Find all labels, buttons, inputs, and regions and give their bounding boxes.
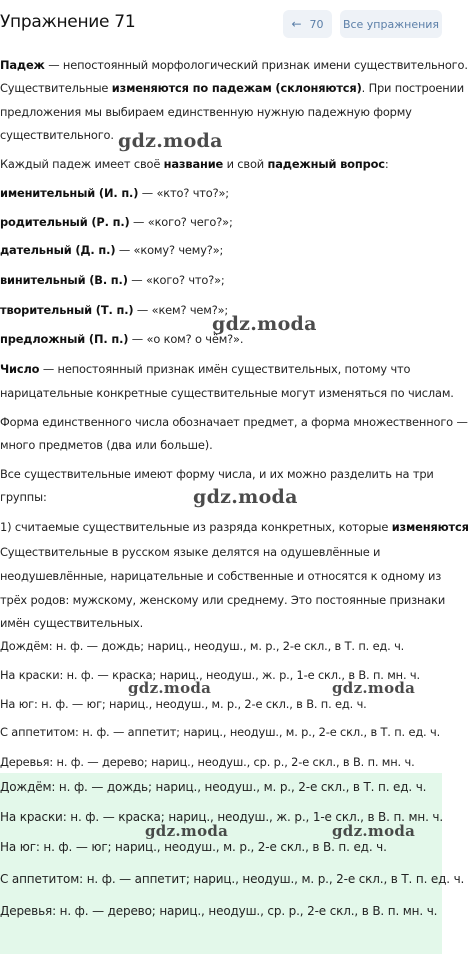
text-span: — «кто? что?»; xyxy=(138,186,229,200)
answer-line: На краски: н. ф. — краска; нариц., неодуш., ж. р., 1-е скл., в В. п. мн. ч. xyxy=(0,810,444,824)
text-line xyxy=(0,105,412,119)
watermark: gdz.moda xyxy=(128,679,212,697)
answer-line: Деревья: н. ф. — дерево; нариц., неодуш., ср. р., 2-е скл., в В. п. мн. ч. xyxy=(0,904,438,918)
watermark: gdz.moda xyxy=(332,822,416,840)
text-span: На юг: н. ф. — юг; нариц., неодуш., м. р., 2-е скл., в В. п. ед. ч. xyxy=(0,697,367,711)
text-span: На краски: н. ф. — краска; нариц., неодуш., ж. р., 1-е скл., в В. п. мн. ч. xyxy=(0,668,420,682)
answer-block xyxy=(0,773,442,954)
watermark: gdz.moda xyxy=(212,313,317,335)
text-span: Существительные в русском языке делятся на одушевлённые и xyxy=(0,545,381,559)
answer-line: С аппетитом: н. ф. — аппетит; нариц., неодуш., м. р., 2-е скл., в Т. п. ед. ч. xyxy=(0,872,465,886)
text-line xyxy=(0,273,225,287)
bold-term: винительный (В. п.) xyxy=(0,273,128,287)
text-line xyxy=(0,616,143,630)
text-span: . При построении xyxy=(361,81,465,95)
text-span: — непостоянный морфологический признак имени существительного. xyxy=(44,58,468,72)
watermark: gdz.moda xyxy=(193,486,298,508)
text-span: — непостоянный признак имён существительных, потому что xyxy=(39,362,411,376)
text-line xyxy=(0,569,441,583)
bold-term: изменяются по падежам (склоняются) xyxy=(111,81,362,95)
text-span: много предметов (два или больше). xyxy=(0,438,213,452)
text-line xyxy=(0,332,243,346)
text-span: Каждый падеж имеет своё xyxy=(0,157,164,171)
text-line xyxy=(0,725,440,739)
text-line xyxy=(0,415,468,429)
text-span: — «кого? чего?»; xyxy=(129,215,233,229)
previous-exercise-button[interactable] xyxy=(283,10,332,38)
bold-term: изменяются xyxy=(391,520,469,534)
text-line xyxy=(0,545,380,559)
text-line xyxy=(0,697,367,711)
arrow-left-icon: ← xyxy=(291,17,302,31)
text-span: нарицательные конкретные существительные могут изменяться по числам. xyxy=(0,386,454,400)
text-line xyxy=(0,157,389,171)
text-span: имён существительных. xyxy=(0,616,144,630)
text-line xyxy=(0,639,404,653)
watermark: gdz.moda xyxy=(332,679,416,697)
text-span: Деревья: н. ф. — дерево; нариц., неодуш., ср. р., 2-е скл., в В. п. мн. ч. xyxy=(0,755,415,769)
bold-term: именительный (И. п.) xyxy=(0,186,139,200)
text-line xyxy=(0,362,410,376)
text-line xyxy=(0,520,469,534)
text-line xyxy=(0,593,445,607)
text-span: Форма единственного числа обозначает предмет, а форма множественного — xyxy=(0,415,468,429)
text-span: : xyxy=(384,157,389,171)
text-span: Существительные xyxy=(0,81,112,95)
text-span: неодушевлённые, нарицательные и собственные и относятся к одному из xyxy=(0,569,442,583)
text-line xyxy=(0,128,114,142)
text-span: — «о ком? о чём?». xyxy=(128,332,244,346)
text-span: Все существительные имеют форму числа, и их можно разделить на три xyxy=(0,467,434,481)
bold-term: дательный (Д. п.) xyxy=(0,243,116,257)
text-span: — «кому? чему?»; xyxy=(115,243,224,257)
text-line xyxy=(0,58,468,72)
text-span: существительного. xyxy=(0,128,114,142)
text-line xyxy=(0,438,213,452)
bold-term: название xyxy=(163,157,224,171)
watermark: gdz.moda xyxy=(145,822,229,840)
all-exercises-button[interactable]: Все упражнения xyxy=(340,10,442,38)
text-line xyxy=(0,243,223,257)
answer-line: Дождём: н. ф. — дождь; нариц., неодуш., м. р., 2-е скл., в Т. п. ед. ч. xyxy=(0,780,427,794)
bold-term: творительный (Т. п.) xyxy=(0,303,134,317)
text-line xyxy=(0,467,434,481)
answer-line: На юг: н. ф. — юг; нариц., неодуш., м. р., 2-е скл., в В. п. ед. ч. xyxy=(0,840,387,854)
text-span: и свой xyxy=(223,157,268,171)
text-span: — «кем? чем?»; xyxy=(133,303,229,317)
page-title: Упражнение 71 xyxy=(0,12,136,32)
text-span: Дождём: н. ф. — дождь; нариц., неодуш., м. р., 2-е скл., в Т. п. ед. ч. xyxy=(0,639,405,653)
text-line xyxy=(0,303,228,317)
page-header xyxy=(0,0,442,48)
text-span: группы: xyxy=(0,490,47,504)
text-span: трёх родов: мужскому, женскому или среднему. Это постоянные признаки xyxy=(0,593,446,607)
text-line xyxy=(0,386,454,400)
bold-term: Падеж xyxy=(0,58,45,72)
watermark: gdz.moda xyxy=(118,130,223,152)
text-line xyxy=(0,81,464,95)
bold-term: Число xyxy=(0,362,40,376)
previous-exercise-label: 70 xyxy=(309,17,324,31)
bold-term: родительный (Р. п.) xyxy=(0,215,130,229)
text-span: 1) считаемые существительные из разряда конкретных, которые xyxy=(0,520,392,534)
bold-term: предложный (П. п.) xyxy=(0,332,129,346)
text-span: — «кого? что?»; xyxy=(127,273,225,287)
text-line xyxy=(0,215,233,229)
text-span: С аппетитом: н. ф. — аппетит; нариц., неодуш., м. р., 2-е скл., в Т. п. ед. ч. xyxy=(0,725,441,739)
text-line xyxy=(0,186,229,200)
text-line xyxy=(0,490,47,504)
text-span: предложения мы выбираем единственную нужную падежную форму xyxy=(0,105,412,119)
text-line xyxy=(0,755,415,769)
bold-term: падежный вопрос xyxy=(267,157,385,171)
